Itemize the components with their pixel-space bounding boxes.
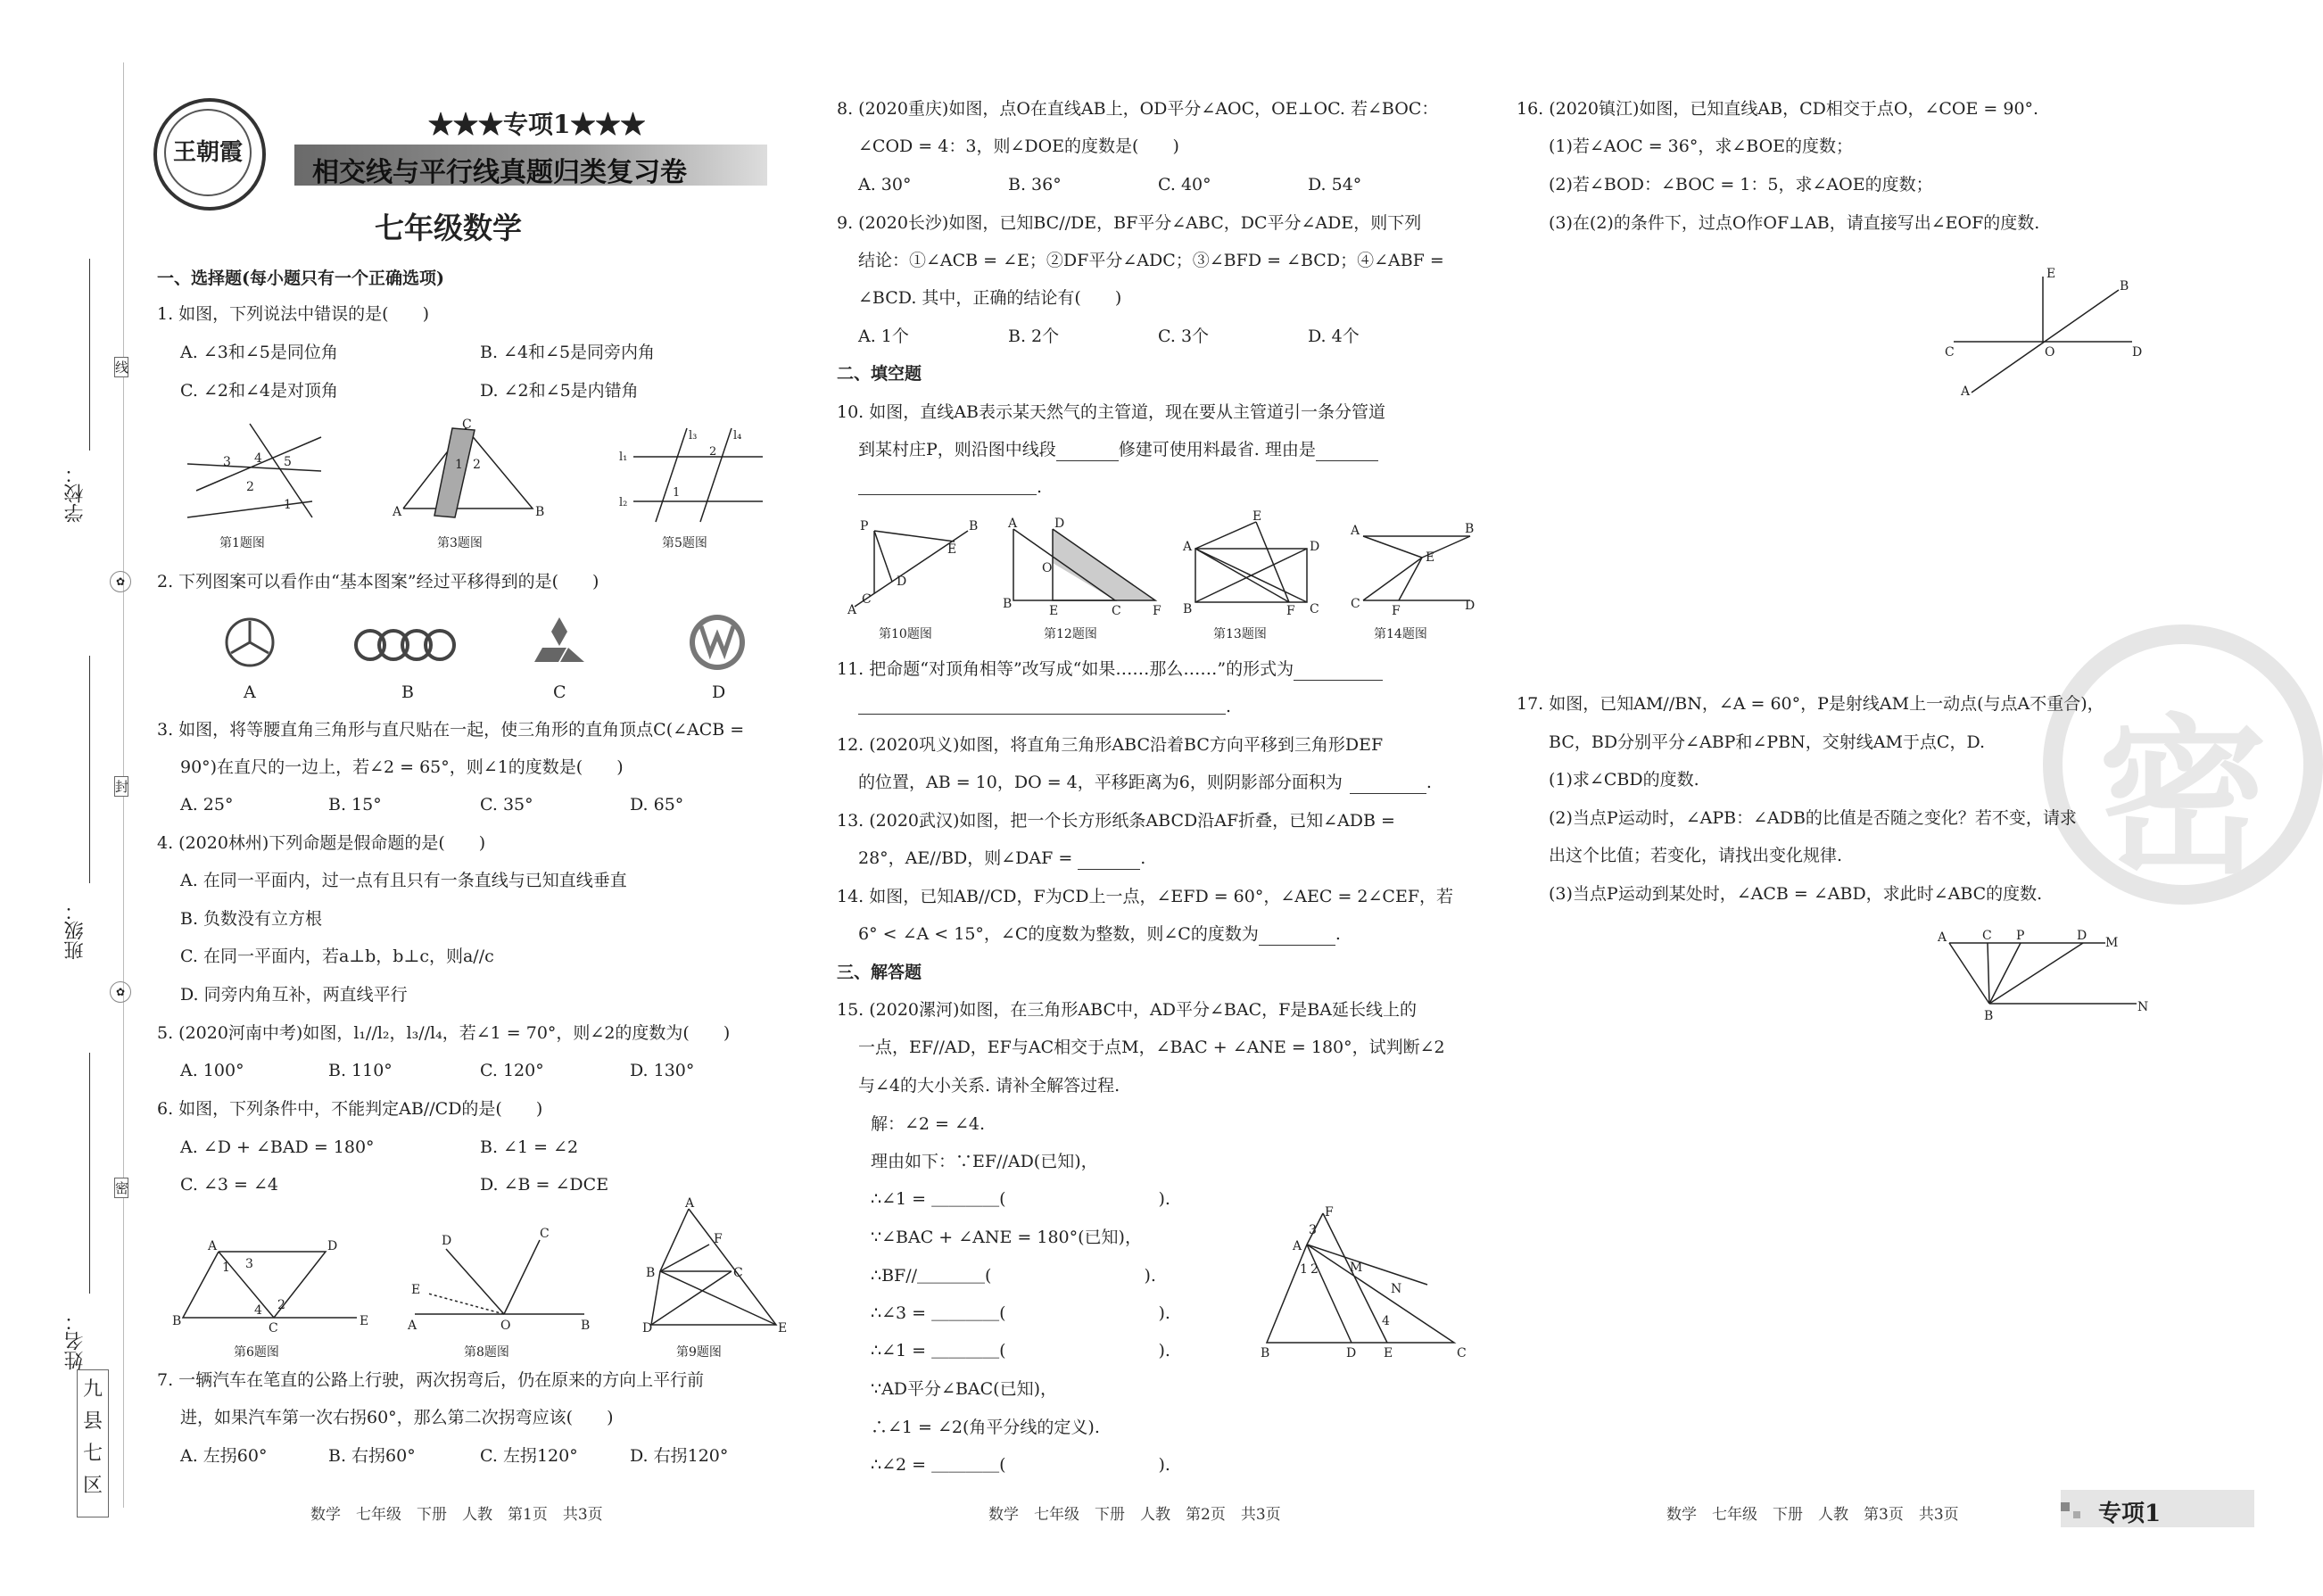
svg-text:B: B: [1003, 597, 1013, 611]
q10-text-part1: 到某村庄P，则沿图中线段: [858, 440, 1056, 459]
q10-blank-2[interactable]: [1316, 442, 1378, 461]
corner-square-icon: [2061, 1502, 2070, 1511]
binding-mark-3: 密: [114, 1178, 128, 1198]
binding-mark-1: 线: [114, 357, 128, 377]
q15-step-9: ∴∠1 = ∠2(角平分线的定义).: [871, 1418, 1100, 1437]
svg-text:A: A: [1293, 1239, 1302, 1253]
school-underline: [89, 259, 90, 451]
svg-text:1: 1: [284, 498, 292, 512]
svg-text:M: M: [1350, 1261, 1363, 1275]
svg-text:P: P: [860, 519, 869, 533]
section1-heading: 一、选择题(每小题只有一个正确选项): [157, 269, 444, 288]
svg-text:C: C: [862, 592, 872, 607]
section3-heading: 三、解答题: [837, 963, 922, 982]
fig12-caption: 第12题图: [1044, 627, 1097, 641]
figure-q12: [999, 517, 1164, 620]
school-label: 学校：: [64, 464, 87, 523]
q8-text-line2: ∠COD = 4：3，则∠DOE的度数是( ): [858, 136, 1179, 156]
svg-text:M: M: [2105, 936, 2119, 950]
q14-text-line2: 6° < ∠A < 15°，∠C的度数为整数，则∠C的度数为: [858, 924, 1259, 944]
svg-text:A: A: [208, 1239, 218, 1253]
q1-text: 1. 如图，下列说法中错误的是( ): [157, 304, 429, 324]
svg-text:C: C: [733, 1266, 743, 1280]
svg-text:2: 2: [709, 445, 717, 459]
svg-text:2: 2: [246, 480, 254, 494]
svg-text:O: O: [2045, 345, 2055, 360]
q15-text-line2: 一点，EF//AD，EF与AC相交于点M，∠BAC + ∠ANE = 180°，试判断∠2: [858, 1038, 1445, 1057]
svg-text:A: A: [408, 1319, 417, 1333]
q15-text-line1: 15. (2020漯河)如图，在三角形ABC中，AD平分∠BAC，F是BA延长线上的: [837, 1000, 1417, 1020]
q2-option-c: C: [553, 682, 566, 702]
svg-text:D: D: [1054, 517, 1065, 531]
q13-text-line2: 28°，AE//BD，则∠DAF =: [858, 848, 1073, 868]
page2-footer: 数学 七年级 下册 人教 第2页 共3页: [988, 1506, 1281, 1524]
q12-blank[interactable]: [1350, 775, 1426, 794]
svg-text:D: D: [2077, 929, 2087, 943]
svg-text:C: C: [269, 1321, 278, 1336]
svg-text:B: B: [1261, 1346, 1270, 1360]
q7-option-b: B. 右拐60°: [328, 1446, 416, 1466]
watermark-text: 密: [2098, 699, 2269, 897]
q11-text: 11. 把命题“对顶角相等”改写成“如果……那么……”的形式为: [837, 659, 1294, 679]
q3-option-d: D. 65°: [630, 795, 684, 815]
q15-step-6[interactable]: ∴∠3 = ＿＿＿＿( ).: [871, 1303, 1170, 1323]
svg-text:E: E: [1384, 1346, 1393, 1360]
svg-text:C: C: [1982, 929, 1992, 943]
svg-text:N: N: [2137, 1000, 2149, 1014]
q5-option-c: C. 120°: [480, 1061, 544, 1080]
svg-text:B: B: [1465, 522, 1475, 536]
fig14-caption: 第14题图: [1374, 627, 1427, 641]
q6-option-c: C. ∠3 = ∠4: [180, 1175, 278, 1195]
fig8-caption: 第8题图: [464, 1345, 509, 1360]
q2-text: 2. 下列图案可以看作由“基本图案”经过平移得到的是( ): [157, 572, 599, 591]
figure-q9: [642, 1196, 788, 1336]
figure-q17: [1936, 923, 2150, 1026]
svg-text:4: 4: [254, 1303, 262, 1318]
q5-option-b: B. 110°: [328, 1061, 393, 1080]
q11-blank-1[interactable]: [1294, 662, 1383, 681]
q8-option-b: B. 36°: [1008, 175, 1062, 194]
q10-blank-1[interactable]: [1056, 442, 1119, 461]
corner-label: 专项1: [2098, 1501, 2162, 1527]
svg-text:A: A: [1183, 540, 1193, 554]
svg-text:D: D: [442, 1234, 452, 1248]
figure-q16: [1945, 263, 2150, 406]
svg-text:B: B: [535, 505, 545, 519]
q16-text: 16. (2020镇江)如图，已知直线AB，CD相交于点O，∠COE = 90°.: [1517, 99, 2039, 119]
q8-option-c: C. 40°: [1158, 175, 1211, 194]
svg-text:3: 3: [223, 455, 231, 469]
svg-text:l₄: l₄: [733, 429, 742, 442]
svg-text:D: D: [1310, 540, 1320, 554]
q17-part-2-cont: 出这个比值；若变化，请找出变化规律.: [1549, 846, 1843, 865]
volkswagen-logo-icon: [687, 612, 748, 673]
svg-text:C: C: [1351, 597, 1360, 611]
svg-text:F: F: [1392, 604, 1401, 618]
corner-tab: [2061, 1490, 2254, 1527]
q7-option-a: A. 左拐60°: [180, 1446, 268, 1466]
q3-text-line1: 3. 如图，将等腰直角三角形与直尺贴在一起，使三角形的直角顶点C(∠ACB =: [157, 720, 745, 740]
q6-text: 6. 如图，下列条件中，不能判定AB//CD的是( ): [157, 1099, 543, 1119]
corner-square-icon: [2073, 1511, 2080, 1518]
q15-step-2: 理由如下：∵EF//AD(已知)，: [871, 1152, 1098, 1171]
svg-text:N: N: [1391, 1282, 1402, 1296]
q3-option-b: B. 15°: [328, 795, 382, 815]
svg-text:l₁: l₁: [619, 451, 628, 464]
q2-option-a: A: [244, 682, 256, 702]
q5-text: 5. (2020河南中考)如图，l₁//l₂，l₃//l₄，若∠1 = 70°，则∠2的度数为( ): [157, 1023, 731, 1043]
q6-option-b: B. ∠1 = ∠2: [480, 1137, 579, 1157]
q4-option-d: D. 同旁内角互补，两直线平行: [180, 985, 408, 1005]
name-label: 姓名：: [64, 1311, 87, 1370]
q7-text-line2: 进，如果汽车第一次右拐60°，那么第二次拐弯应该( ): [180, 1408, 614, 1427]
q1-option-b: B. ∠4和∠5是同旁内角: [480, 343, 656, 362]
q8-text-line1: 8. (2020重庆)如图，点O在直线AB上，OD平分∠AOC，OE⊥OC. 若∠BOC：: [837, 99, 1439, 119]
watermark-seal: [2043, 624, 2323, 905]
q17-part-1: (1)求∠CBD的度数.: [1549, 770, 1699, 790]
figure-q3: [385, 418, 545, 526]
q1-option-d: D. ∠2和∠5是内错角: [480, 381, 639, 401]
q15-step-8: ∵AD平分∠BAC(已知)，: [871, 1379, 1058, 1399]
q14-blank[interactable]: [1259, 927, 1335, 946]
q14-text-line1: 14. 如图，已知AB//CD，F为CD上一点，∠EFD = 60°，∠AEC = 2∠CEF，若: [837, 887, 1453, 906]
mitsubishi-logo-icon: [531, 616, 588, 669]
figure-q8: [406, 1227, 593, 1334]
q5-option-a: A. 100°: [180, 1061, 244, 1080]
q17-part-2: (2)当点P运动时，∠APB：∠ADB的比值是否随之变化？若不变，请求: [1549, 808, 2077, 828]
page1-footer: 数学 七年级 下册 人教 第1页 共3页: [310, 1506, 603, 1524]
svg-text:4: 4: [1382, 1314, 1390, 1328]
q3-option-c: C. 35°: [480, 795, 533, 815]
audi-rings-icon: [352, 624, 459, 666]
svg-text:E: E: [947, 542, 957, 557]
figure-q10: [847, 517, 981, 616]
q9-option-d: D. 4个: [1308, 327, 1360, 346]
q10-blank-3[interactable]: [858, 476, 1037, 495]
q15-step-5[interactable]: ∴BF//＿＿＿＿( ).: [871, 1266, 1156, 1286]
svg-text:A: A: [685, 1196, 695, 1211]
q10-text-part2: 修建可使用料最省. 理由是: [1118, 440, 1316, 459]
q3-option-a: A. 25°: [180, 795, 234, 815]
q10-text-line2: [858, 439, 1378, 461]
svg-text:2: 2: [277, 1298, 285, 1312]
svg-text:B: B: [1183, 602, 1193, 616]
svg-text:D: D: [2132, 345, 2143, 360]
brand-logo: [153, 98, 266, 211]
q2-option-b: B: [401, 682, 414, 702]
q15-step-1: 解：∠2 = ∠4.: [871, 1114, 986, 1134]
binding-mark-2: 封: [114, 776, 128, 797]
svg-text:D: D: [327, 1239, 338, 1253]
region-box: 九县七区: [77, 1369, 109, 1517]
svg-text:E: E: [1252, 509, 1262, 524]
q4-option-c: C. 在同一平面内，若a⊥b，b⊥c，则a//c: [180, 947, 494, 966]
svg-text:F: F: [1325, 1205, 1334, 1220]
figure-q1: [178, 419, 330, 526]
binding-seal-icon: ✿: [110, 981, 131, 1003]
svg-text:O: O: [500, 1319, 511, 1333]
q16-part-1: (1)若∠AOC = 36°，求∠BOE的度数；: [1549, 136, 1854, 156]
svg-text:1: 1: [455, 458, 463, 472]
q10-period: .: [1037, 477, 1043, 497]
q15-step-10[interactable]: ∴∠2 = ＿＿＿＿( ).: [871, 1455, 1170, 1475]
page3-footer: 数学 七年级 下册 人教 第3页 共3页: [1666, 1506, 1959, 1524]
svg-text:B: B: [2120, 279, 2129, 294]
q3-text-line2: 90°)在直尺的一边上，若∠2 = 65°，则∠1的度数是( ): [180, 757, 624, 777]
fig9-caption: 第9题图: [676, 1345, 722, 1360]
q12-text-line1: 12. (2020巩义)如图，将直角三角形ABC沿着BC方向平移到三角形DEF: [837, 735, 1384, 755]
svg-text:C: C: [462, 418, 472, 432]
svg-text:C: C: [1457, 1346, 1467, 1360]
svg-text:P: P: [2016, 929, 2025, 943]
q16-part-3: (3)在(2)的条件下，过点O作OF⊥AB，请直接写出∠EOF的度数.: [1549, 213, 2040, 233]
q15-text-line3: 与∠4的大小关系. 请补全解答过程.: [858, 1076, 1120, 1096]
q5-option-d: D. 130°: [630, 1061, 695, 1080]
q2-option-d: D: [712, 682, 726, 702]
svg-text:A: A: [393, 505, 402, 519]
svg-text:l₂: l₂: [619, 496, 628, 509]
svg-text:D: D: [1465, 599, 1476, 613]
q9-text-line1: 9. (2020长沙)如图，已知BC//DE，BF平分∠ABC，DC平分∠ADE，则下列: [837, 213, 1422, 233]
svg-text:5: 5: [284, 455, 292, 469]
svg-text:4: 4: [254, 451, 262, 466]
q17-part-3: (3)当点P运动到某处时，∠ACB = ∠ABD，求此时∠ABC的度数.: [1549, 884, 2043, 904]
page-title: 相交线与平行线真题归类复习卷: [312, 157, 687, 188]
q7-text-line1: 7. 一辆汽车在笔直的公路上行驶，两次拐弯后，仍在原来的方向上平行前: [157, 1370, 705, 1390]
fig10-caption: 第10题图: [879, 627, 932, 641]
svg-text:C: C: [1112, 604, 1121, 618]
svg-text:B: B: [581, 1319, 591, 1333]
svg-text:E: E: [2046, 267, 2056, 281]
q6-option-a: A. ∠D + ∠BAD = 180°: [180, 1137, 375, 1157]
q11-period: .: [1226, 697, 1232, 716]
q8-option-a: A. 30°: [858, 175, 912, 194]
svg-text:1: 1: [1300, 1262, 1308, 1277]
svg-text:E: E: [1426, 550, 1435, 565]
section2-heading: 二、填空题: [837, 364, 922, 384]
class-underline: [89, 656, 90, 883]
svg-text:F: F: [714, 1232, 723, 1246]
figure-q6: [165, 1236, 369, 1336]
svg-text:E: E: [360, 1314, 369, 1328]
svg-text:B: B: [646, 1266, 656, 1280]
name-underline: [89, 1053, 90, 1294]
svg-text:E: E: [411, 1283, 421, 1297]
q9-text-line2: 结论：①∠ACB = ∠E；②DF平分∠ADC；③∠BFD = ∠BCD；④∠ABF =: [858, 251, 1444, 270]
svg-text:D: D: [642, 1321, 653, 1336]
svg-text:A: A: [1008, 517, 1018, 531]
svg-text:A: A: [1938, 930, 1947, 945]
q11-blank-2[interactable]: [858, 696, 1226, 715]
q12-text-line2: 的位置，AB = 10，DO = 4，平移距离为6，则阴影部分面积为: [858, 773, 1343, 792]
q17-text-line1: 17. 如图，已知AM//BN，∠A = 60°，P是射线AM上一动点(与点A不重合)，: [1517, 694, 2104, 714]
svg-text:A: A: [1351, 524, 1360, 538]
q1-option-c: C. ∠2和∠4是对顶角: [180, 381, 338, 401]
q13-blank[interactable]: [1078, 851, 1140, 870]
q15-step-7[interactable]: ∴∠1 = ＿＿＿＿( ).: [871, 1341, 1170, 1360]
q7-option-d: D. 右拐120°: [630, 1446, 729, 1466]
q13-text-line1: 13. (2020武汉)如图，把一个长方形纸条ABCD沿AF折叠，已知∠ADB =: [837, 811, 1395, 831]
figure-q14: [1345, 522, 1479, 620]
q7-option-c: C. 左拐120°: [480, 1446, 578, 1466]
mercedes-logo-icon: [223, 616, 277, 669]
q9-option-a: A. 1个: [858, 327, 909, 346]
svg-text:C: C: [1310, 602, 1319, 616]
q15-step-3[interactable]: ∴∠1 = ＿＿＿＿( ).: [871, 1189, 1170, 1209]
page-subtitle: 七年级数学: [375, 211, 522, 245]
svg-text:D: D: [897, 575, 907, 589]
svg-text:A: A: [1961, 385, 1971, 399]
title-banner: [294, 145, 767, 186]
svg-text:B: B: [969, 519, 979, 533]
logo-text: 王朝霞: [164, 109, 252, 196]
fig3-caption: 第3题图: [437, 536, 483, 550]
svg-text:2: 2: [473, 458, 481, 472]
svg-text:O: O: [1042, 561, 1053, 575]
q8-option-d: D. 54°: [1308, 175, 1362, 194]
svg-text:F: F: [1286, 604, 1295, 618]
binding-seal-icon: ✿: [110, 571, 131, 592]
q16-part-2: (2)若∠BOD：∠BOC = 1：5，求∠AOE的度数；: [1549, 175, 1933, 194]
fig5-caption: 第5题图: [662, 536, 707, 550]
q17-text-line2: BC，BD分别平分∠ABP和∠PBN，交射线AM于点C，D.: [1549, 732, 1986, 752]
q10-text-line1: 10. 如图，直线AB表示某天然气的主管道，现在要从主管道引一条分管道: [837, 402, 1385, 422]
figure-q15: [1253, 1205, 1467, 1360]
q15-step-4: ∵∠BAC + ∠ANE = 180°(已知)，: [871, 1228, 1142, 1247]
svg-text:1: 1: [222, 1261, 230, 1275]
svg-text:C: C: [1945, 345, 1955, 360]
q1-option-a: A. ∠3和∠5是同位角: [180, 343, 338, 362]
q9-option-c: C. 3个: [1158, 327, 1210, 346]
svg-text:l₃: l₃: [689, 429, 698, 442]
svg-text:B: B: [1984, 1009, 1994, 1023]
svg-text:E: E: [778, 1321, 788, 1336]
svg-text:3: 3: [245, 1257, 253, 1271]
fig6-caption: 第6题图: [234, 1345, 279, 1360]
svg-text:3: 3: [1309, 1223, 1317, 1237]
q4-text: 4. (2020林州)下列命题是假命题的是( ): [157, 833, 486, 853]
special-label: ★★★专项1★★★: [428, 110, 646, 139]
svg-text:2: 2: [1310, 1262, 1319, 1277]
svg-text:C: C: [540, 1227, 550, 1241]
svg-text:D: D: [1346, 1346, 1357, 1360]
fig1-caption: 第1题图: [219, 536, 265, 550]
figure-q5: [616, 419, 767, 526]
q9-option-b: B. 2个: [1008, 327, 1060, 346]
svg-text:E: E: [1049, 604, 1059, 618]
svg-text:B: B: [172, 1314, 182, 1328]
q6-option-d: D. ∠B = ∠DCE: [480, 1175, 609, 1195]
svg-text:1: 1: [673, 486, 681, 500]
fig13-caption: 第13题图: [1213, 627, 1267, 641]
q9-text-line3: ∠BCD. 其中，正确的结论有( ): [858, 288, 1122, 308]
q4-option-a: A. 在同一平面内，过一点有且只有一条直线与已知直线垂直: [180, 871, 627, 890]
class-label: 班级：: [64, 901, 87, 960]
q4-option-b: B. 负数没有立方根: [180, 909, 323, 929]
svg-text:A: A: [847, 603, 857, 617]
figure-q13: [1178, 509, 1329, 620]
svg-text:F: F: [1153, 604, 1162, 618]
